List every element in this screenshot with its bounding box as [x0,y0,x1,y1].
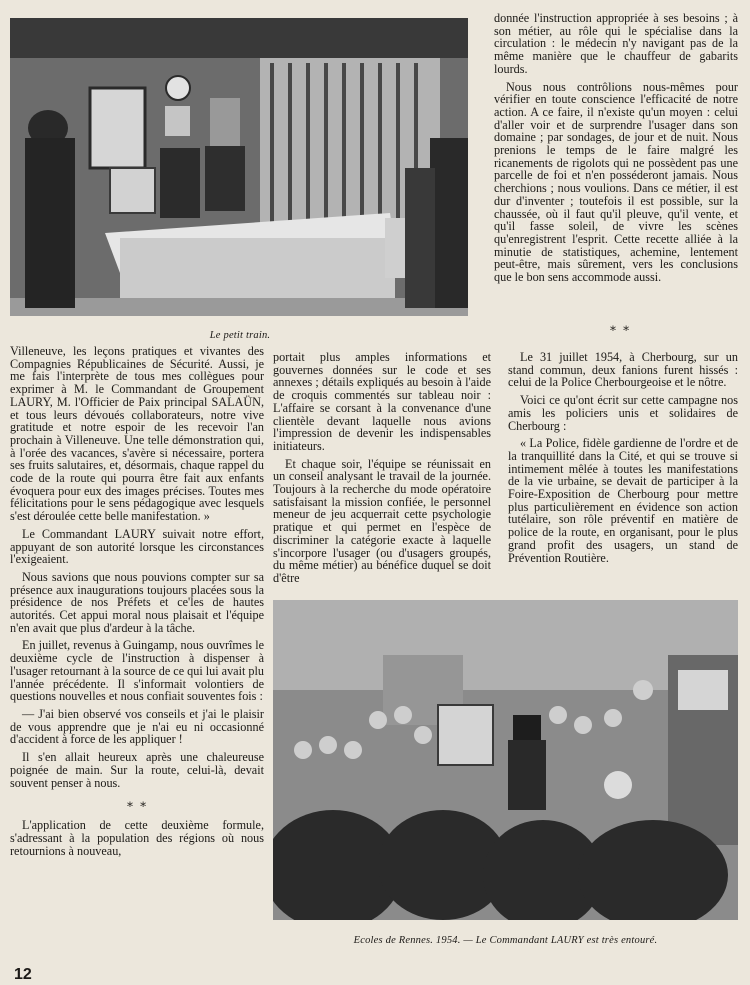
text-column-right-mid [508,351,738,569]
photo-icon [273,600,738,920]
photo-caption-rennes: Ecoles de Rennes. 1954. — Le Commandant LAURY est très entouré. [353,935,658,946]
paragraph: L'application de cette deuxième formule, s'adressant à la population des régions où nous retournions à nouveau, [10,818,264,858]
section-separator: ∗ ∗ [125,797,149,812]
paragraph: Villeneuve, les leçons pratiques et vivantes des Compagnies Républicaines de Sécurité. Aussi, je me fais l'interprète de tous mes collègues pour exprimer à M. le Commandant de Groupement LAURY, M. l'Officier de Paix principal SALAÜN, et tous leurs dévoués collaborateurs, notre vive gratitude et notre espoir de les recevoir l'an prochain à Villeneuve. Une telle démonstration qui, à l'orée des vacances, s'avère si nécessaire, portera ses fruits salutaires, et, désormais, chaque rappel du code de la route qui pourra être fait aux enfants évoquera pour eux des images précises. Toutes mes félicitations pour le sens pédagogique avec lesquels s'est déroulée cette belle manifestation. » [10,344,264,524]
paragraph: Il s'en allait heureux après une chaleureuse poignée de main. Sur la route, celui-là, devait souvent penser à nous. [10,750,264,790]
paragraph: Nous savions que nous pouvions compter sur sa présence aux inaugurations toujours placées sous la présidence de nos Préfets et ce'les de hautes autorités. Cet appui moral nous plaisait et l'équipe n'en avait que plus d'ardeur à la tâche. [10,569,264,635]
photo-ecoles-rennes [273,600,738,920]
paragraph: portait plus amples informations et gouvernes données sur le code et ses annexes ; détails expliqués au besoin à l'aide de croquis commentés sur tableau noir : L'affaire se corsant à la convenance d'une clientèle devant laquelle nous avions l'impression de devenir les indispensables initiateurs. [273,350,491,453]
paragraph: Le Commandant LAURY suivait notre effort, appuyant de son autorité lorsque les circonstances l'exigeaient. [10,526,264,567]
text-column-middle [273,351,491,590]
paragraph: En juillet, revenus à Guingamp, nous ouvrîmes le deuxième cycle de l'instruction à dispenser à l'usager retournant à la source de ce qui lui avait plu l'année précédente. Il s'informait volontiers de questions nouvelles et nous confiait souventes fois : [10,638,264,704]
paragraph: Nous nous contrôlions nous-mêmes pour vérifier en toute conscience l'efficacité de notre action. A ce faire, il n'existe qu'un moyen : celui d'aller voir et de surprendre l'usager dans son domaine ; par sondages, de jour et de nuit. Nous prenions le temps de le faire malgré les ricanements de rigolots qui ne possèdent pas une parcelle de foi et n'en posséderont jamais. Nous cherchions ; nous voulions. Dans ce métier, il est dur d'inventer ; toutefois il est possible, sur la chaussée, où il faut qu'il pleuve, qu'il vente, et qu'il fasse soleil, de vivre les scènes qu'enregistrent l'esprit. Cette recette alliée à la minutie de statistiques, achemine, lentement peut-être, mais sûrement, vers les conclusions que le bon sens accommode aussi. [494,79,738,285]
photo-icon [10,18,468,316]
paragraph: — J'ai bien observé vos conseils et j'ai le plaisir de vous apprendre que je n'ai eu ni occasionné d'accident à force de les appliquer ! [10,706,264,747]
paragraph: donnée l'instruction appropriée à ses besoins ; à son métier, au rôle qui le spécialise dans la circulation : le médecin n'y navigant pas de la même manière que le chauffeur de gabarits lourds. [494,11,738,76]
text-column-left [10,345,264,862]
page-number: 12 [14,966,32,983]
photo-caption-train: Le petit train. [209,330,271,341]
paragraph: Voici ce qu'ont écrit sur cette campagne nos amis les policiers unis et solidaires de Cherbourg : [508,393,738,433]
paragraph: Le 31 juillet 1954, à Cherbourg, sur un stand commun, deux fanions furent hissés : celui de la Police Cherbourgeoise et le nôtre. [508,350,738,390]
photo-petit-train [10,18,468,316]
text-column-right-top [494,12,738,289]
section-separator: ∗ ∗ [608,321,632,335]
paragraph: Et chaque soir, l'équipe se réunissait en un conseil analysant le travail de la journée. Toujours à la recherche du mode opératoire satisfaisant la mission confiée, le personnel meneur de jeu acquerrait cette psychologie pratique et qui permet en l'espèce de discriminer la catégorie exacte à laquelle s'incorpore l'usager (ou d'usagers groupés, du même métier) au bénéfice duquel se doit d'être [273,456,491,585]
paragraph: « La Police, fidèle gardienne de l'ordre et de la tranquillité dans la Cité, et qui se trouve si intimement mêlée à toutes les manifestations de la vie urbaine, se devait de participer à la Foire-Exposition de Cherbourg pour mettre plus particulièrement en évidence son action tutélaire, son rôle préventif en matière de police de la route, en organisant, pour le plus grand profit des usagers, un stand de Prévention Routière. [508,436,738,565]
